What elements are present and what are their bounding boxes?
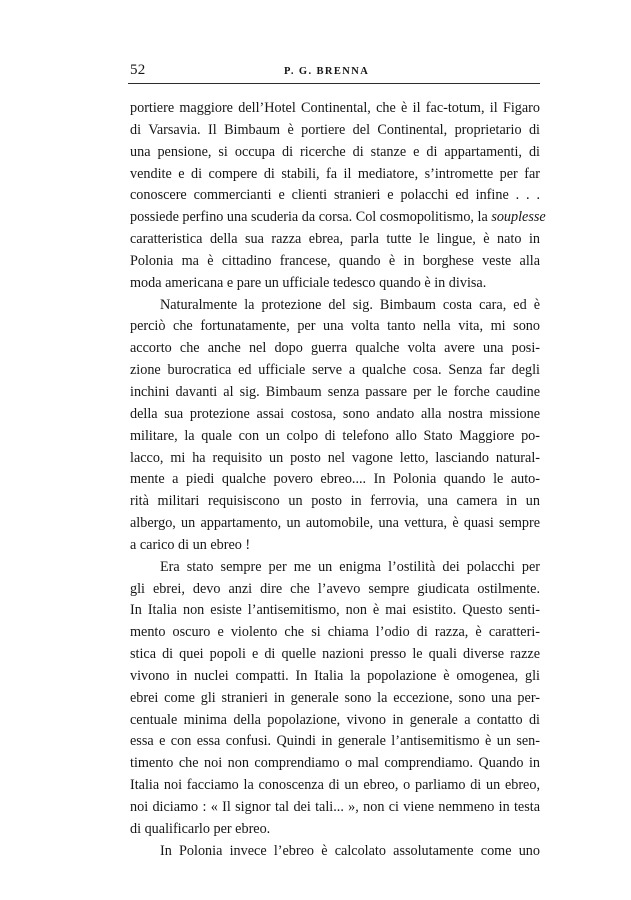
text-line bbox=[130, 775, 540, 797]
text-line-content: a carico di un ebreo ! bbox=[130, 536, 251, 553]
text-line-content: essa e con essa confusi. Quindi in generale l’antisemitismo è un sen- bbox=[130, 733, 540, 750]
text-line-content: Italia noi facciamo la conoscenza di un ebreo, o parliamo di un ebreo, bbox=[130, 777, 540, 794]
text-line-content: accorto che anche nel dopo guerra qualche volta avere una posi- bbox=[130, 340, 540, 357]
text-line bbox=[130, 731, 540, 753]
text-line-content: della sua protezione assai costosa, sono andato alla nostra missione bbox=[130, 405, 540, 422]
text-line bbox=[130, 98, 540, 120]
text-line bbox=[130, 448, 540, 470]
text-line bbox=[130, 382, 540, 404]
text-line bbox=[130, 535, 540, 557]
text-line bbox=[130, 120, 540, 142]
text-line bbox=[130, 164, 540, 186]
text-line-content: centuale minima della popolazione, vivono in generale a contatto di bbox=[130, 711, 540, 728]
text-line-content: In Polonia invece l’ebreo è calcolato assolutamente come uno bbox=[160, 842, 540, 859]
text-line bbox=[130, 338, 540, 360]
text-line-content: zione burocratica ed ufficiale serve a qualche cosa. Senza far degli bbox=[130, 362, 540, 379]
page-number: 52 bbox=[130, 62, 146, 78]
text-line bbox=[130, 251, 540, 273]
running-head: P. G. BRENNA bbox=[284, 66, 370, 77]
text-line bbox=[130, 644, 540, 666]
text-line bbox=[130, 469, 540, 491]
text-line bbox=[130, 557, 540, 579]
text-line-content: gli ebrei, devo anzi dire che l’avevo sempre giudicata ostilmente. bbox=[130, 580, 540, 597]
text-line-content: vivono in nuclei compatti. In Italia la popolazione è omogenea, gli bbox=[130, 667, 540, 684]
text-line-content: caratteristica della sua razza ebrea, parla tutte le lingue, è nato in bbox=[130, 231, 540, 248]
text-line-content: lacco, mi ha requisito un posto nel vagone letto, lasciando natural- bbox=[130, 449, 540, 466]
text-line bbox=[130, 426, 540, 448]
text-line-content: stica di quei popoli e di quelle nazioni presso le quali diverse razze bbox=[130, 646, 540, 663]
text-line bbox=[130, 666, 540, 688]
text-line-content: portiere maggiore dell’Hotel Continental, che è il fac-totum, il Figaro bbox=[130, 100, 540, 116]
text-line bbox=[130, 491, 540, 513]
text-line bbox=[130, 404, 540, 426]
text-line-content: possiede perfino una scuderia da corsa. Col cosmopolitismo, la bbox=[130, 209, 492, 226]
text-line-content: Era stato sempre per me un enigma l’ostilità dei polacchi per bbox=[160, 558, 540, 575]
text-line bbox=[130, 600, 540, 622]
text-line-content: mento oscuro e violento che si chiama l’odio di razza, è caratteri- bbox=[130, 624, 540, 641]
text-line bbox=[130, 513, 540, 535]
text-line-content: vendite e di compere di stabili, fa il mediatore, s’intromette per far bbox=[130, 165, 540, 182]
text-line bbox=[130, 797, 540, 819]
text-line bbox=[130, 185, 540, 207]
text-line-content: mente a piedi qualche povero ebreo.... In Polonia quando le auto- bbox=[130, 471, 540, 488]
text-line-content: noi diciamo : « Il signor tal dei tali... », non ci viene nemmeno in testa bbox=[130, 799, 540, 815]
text-line bbox=[130, 688, 540, 710]
text-line-content: Polonia ma è cittadino francese, quando è in borghese veste alla bbox=[130, 252, 540, 269]
text-line bbox=[130, 360, 540, 382]
text-line-content: di Varsavia. Il Bimbaum è portiere del Continental, proprietario di bbox=[130, 121, 540, 138]
text-line bbox=[130, 710, 540, 732]
italic-word: souplesse bbox=[491, 209, 546, 226]
text-line-content: conoscere commercianti e clienti stranieri e polacchi ed infine . . . bbox=[130, 187, 540, 204]
text-line-content: In Italia non esiste l’antisemitismo, non è mai esistito. Questo senti- bbox=[130, 602, 540, 619]
text-line-content: rità militari requisiscono un posto in ferrovia, una camera in un bbox=[130, 493, 540, 510]
text-line bbox=[130, 579, 540, 601]
text-line bbox=[130, 316, 540, 338]
text-line-content: timento che noi non comprendiamo o mal comprendiamo. Quando in bbox=[130, 755, 540, 772]
text-line bbox=[130, 819, 540, 841]
text-line-content: ebrei come gli stranieri in generale sono la eccezione, sono una per- bbox=[130, 689, 540, 706]
text-line bbox=[130, 622, 540, 644]
text-line-content: perciò che fortunatamente, per una volta tanto nella vita, mi sono bbox=[130, 318, 540, 335]
text-line-content: albergo, un appartamento, un automobile, una vettura, è quasi sempre bbox=[130, 515, 540, 532]
text-line bbox=[130, 841, 540, 863]
text-line bbox=[130, 142, 540, 164]
text-line bbox=[130, 207, 546, 229]
text-line-content: una pensione, si occupa di ricerche di stanze e di appartamenti, di bbox=[130, 143, 540, 160]
text-line-content: inchini davanti al sig. Bimbaum senza passare per le forche caudine bbox=[130, 383, 540, 400]
text-line-content: moda americana e pare un ufficiale tedesco quando è in divisa. bbox=[130, 274, 487, 291]
text-line bbox=[130, 273, 540, 295]
body-text bbox=[130, 98, 546, 863]
text-line bbox=[130, 229, 540, 251]
text-line bbox=[130, 753, 540, 775]
header-rule bbox=[128, 83, 540, 84]
text-line-content: militare, la quale con un colpo di telefono allo Stato Maggiore po- bbox=[130, 427, 540, 444]
text-line-content: di qualificarlo per ebreo. bbox=[130, 820, 271, 837]
text-line-content: Naturalmente la protezione del sig. Bimbaum costa cara, ed è bbox=[160, 296, 540, 313]
text-line bbox=[130, 295, 540, 317]
